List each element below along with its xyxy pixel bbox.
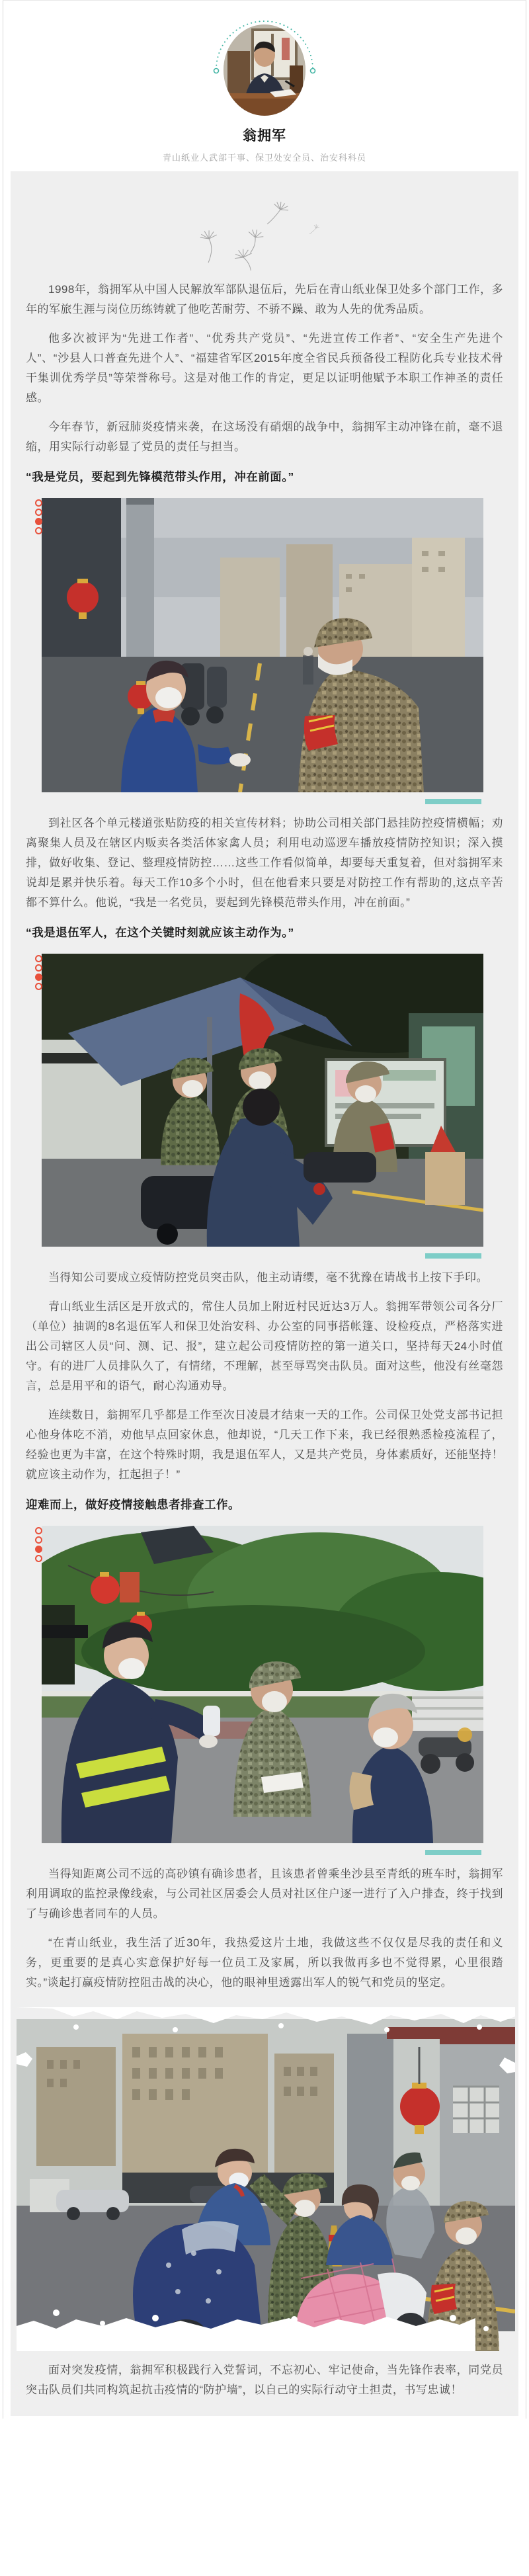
page bbox=[3, 0, 526, 2419]
paragraph: “在青山纸业，我生活了近30年，我热爱这片土地，我做这些不仅仅是尽我的责任和义务，更重要的是真心实意保护好每一位员工及家属，所以我做再多也不觉得累，心里很踏实。”谈起打赢疫情防控阻击战的决心，他的眼神里透露出军人的锐气和党员的坚定。 bbox=[26, 1936, 503, 1989]
photo-tent-inspection bbox=[42, 954, 483, 1247]
paragraph: 1998年，翁拥军从中国人民解放军部队退伍后，先后在青山纸业保卫处多个部门工作，多年的军旅生涯与岗位历练铸就了他吃苦耐劳、不骄不躁、敢为人先的优秀品质。 bbox=[26, 283, 503, 315]
photo-dots-decoration-icon bbox=[35, 955, 42, 992]
paragraph: 当得知距离公司不远的高砂镇有确诊患者，且该患者曾乘坐沙县至青纸的班车时，翁拥军利用调取的监控录像线索，与公司社区居委会人员对社区住户逐一进行了入户排查，终于找到了与确诊患者同车的人员。 bbox=[26, 1868, 503, 1920]
author-title: 青山纸业人武部干事、保卫处安全员、治安科科员 bbox=[162, 153, 366, 163]
author-name: 翁拥军 bbox=[243, 128, 286, 144]
photo-gate-temperature-check bbox=[17, 2007, 515, 2351]
author-header bbox=[3, 1, 526, 163]
photo-figure-checkpoint-handout bbox=[42, 498, 483, 804]
paragraph: 青山纸业生活区是开放式的，常住人员加上附近村民近达3万人。翁拥军带领公司各分厂（单位）抽调的8名退伍军人和保卫处治安科、办公室的同事搭帐篷、设检疫点，严格落实进出公司辖区人员“问、测、记、报”，建立起公司疫情防控的第一道关口，坚持每天24小时值守。有的进厂人员排队久了，有情绪，不理解，甚至辱骂突击队员。面对这些，他没有丝毫怨言，总是用平和的语气，耐心沟通劝导。 bbox=[26, 1300, 503, 1392]
dotted-arc-decoration-icon bbox=[205, 17, 324, 117]
accent-bar bbox=[425, 1850, 481, 1855]
avatar-wrap bbox=[205, 17, 324, 117]
photo-dots-decoration-icon bbox=[35, 1527, 42, 1564]
paragraph: 连续数日，翁拥军几乎都是工作至次日凌晨才结束一天的工作。公司保卫处党支部书记担心他身体吃不消，劝他早点回家休息，他却说，“几天工作下来，我已经很熟悉检疫流程了，经验也更为丰富，在这个特殊时期，我是退伍军人，又是共产党员，身体素质好，还能坚持！就应该主动作为，扛起担子！” bbox=[26, 1409, 503, 1481]
quote-heading: 迎难而上，做好疫情接触患者排查工作。 bbox=[26, 1498, 240, 1511]
quote-heading: “我是退伍军人，在这个关键时刻就应该主动作为。” bbox=[26, 926, 294, 939]
dandelion-decoration-icon bbox=[186, 196, 345, 270]
photo-phone-verification bbox=[42, 1526, 483, 1843]
quote-heading: “我是党员，要起到先锋模范带头作用，冲在前面。” bbox=[26, 470, 294, 483]
accent-bar bbox=[425, 1253, 481, 1259]
paragraph: 他多次被评为“先进工作者”、“优秀共产党员”、“先进宣传工作者”、“安全生产先进个人”、“沙县人口普查先进个人”、“福建省军区2015年度全省民兵预备役工程防化兵专业技术骨干集训优秀学员”等荣誉称号。这是对他工作的肯定，更足以证明他赋予本职工作神圣的责任感。 bbox=[26, 332, 503, 404]
photo-dots-decoration-icon bbox=[35, 499, 42, 536]
paragraph: 面对突发疫情，翁拥军积极践行入党誓词，不忘初心、牢记使命，当先锋作表率，同党员突击队员们共同构筑起抗击疫情的“防护墙”，以自己的实际行动守土担责，书写忠诚！ bbox=[26, 2364, 503, 2396]
article-body bbox=[11, 280, 518, 2400]
photo-figure-tent-inspection bbox=[42, 954, 483, 1259]
photo-checkpoint-handout bbox=[42, 498, 483, 792]
article-card bbox=[11, 171, 518, 2416]
photo-figure-phone-verification bbox=[42, 1526, 483, 1855]
photo-figure-gate-temperature-check bbox=[17, 2007, 515, 2351]
paragraph: 当得知公司要成立疫情防控党员突击队，他主动请缨，毫不犹豫在请战书上按下手印。 bbox=[48, 1271, 488, 1284]
accent-bar bbox=[425, 799, 481, 804]
paragraph: 今年春节，新冠肺炎疫情来袭，在这场没有硝烟的战争中，翁拥军主动冲锋在前，毫不退缩，用实际行动彰显了党员的责任与担当。 bbox=[26, 421, 503, 453]
paragraph: 到社区各个单元楼道张贴防疫的相关宣传材料；协助公司相关部门悬挂防控疫情横幅；劝离聚集人员及在辖区内贩卖各类活体家禽人员；利用电动巡逻车播放疫情防控知识；深入摸排，做好收集、登记、整理疫情防控……这些工作看似简单，却要每天重复着，但对翁拥军来说却是累并快乐着。每天工作10多个小时，但在他看来只要是对防控工作有帮助的,这点辛苦都不算什么。他说，“我是一名党员，要起到先锋模范带头作用，冲在前面。” bbox=[26, 817, 503, 909]
